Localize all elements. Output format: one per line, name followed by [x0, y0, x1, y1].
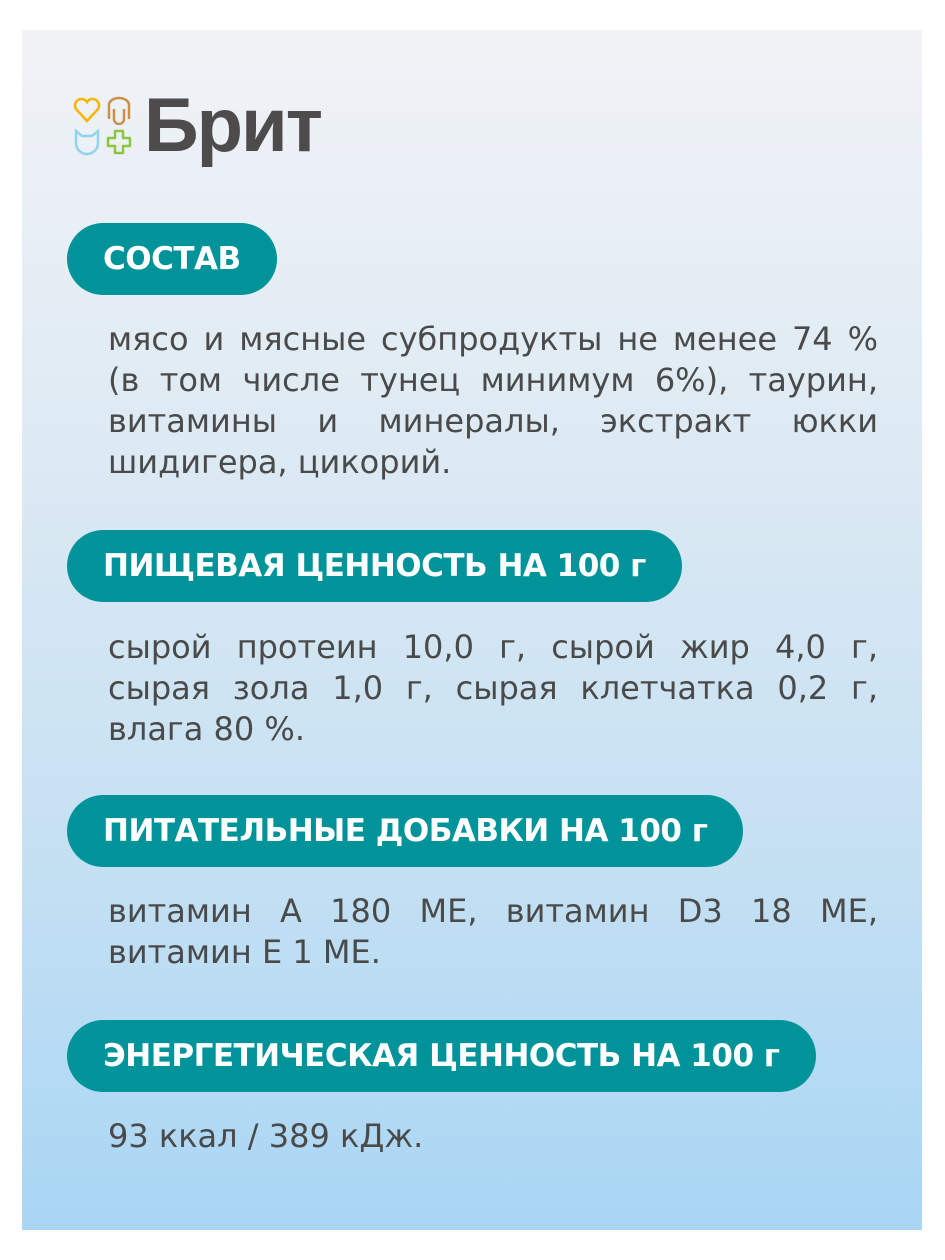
section-text-additives: витамин А 180 МЕ, витамин D3 18 МЕ, витамин Е 1 МЕ.	[108, 892, 878, 971]
logo-icons	[72, 95, 134, 157]
section-text-energy: 93 ккал / 389 кДж.	[108, 1117, 424, 1155]
brand-logo	[72, 83, 321, 168]
section-title-composition: СОСТАВ	[67, 223, 277, 295]
cross-icon	[104, 127, 134, 157]
heart-icon	[72, 95, 102, 125]
section-title-additives: ПИТАТЕЛЬНЫЕ ДОБАВКИ НА 100 г	[67, 795, 743, 867]
dog-icon	[104, 95, 134, 125]
brand-name: Брит	[144, 83, 321, 168]
section-title-nutrition: ПИЩЕВАЯ ЦЕННОСТЬ НА 100 г	[67, 530, 682, 602]
section-text-nutrition: сырой протеин 10,0 г, сырой жир 4,0 г, сырая зола 1,0 г, сырая клетчатка 0,2 г, влага 80 %.	[108, 628, 878, 748]
section-title-energy: ЭНЕРГЕТИЧЕСКАЯ ЦЕННОСТЬ НА 100 г	[67, 1020, 816, 1092]
section-text-composition: мясо и мясные субпродукты не менее 74 % (в том числе тунец минимум 6%), таурин, витамины и минералы, экстракт юкки шидигера, цикорий.	[108, 320, 878, 481]
cat-icon	[72, 127, 102, 157]
